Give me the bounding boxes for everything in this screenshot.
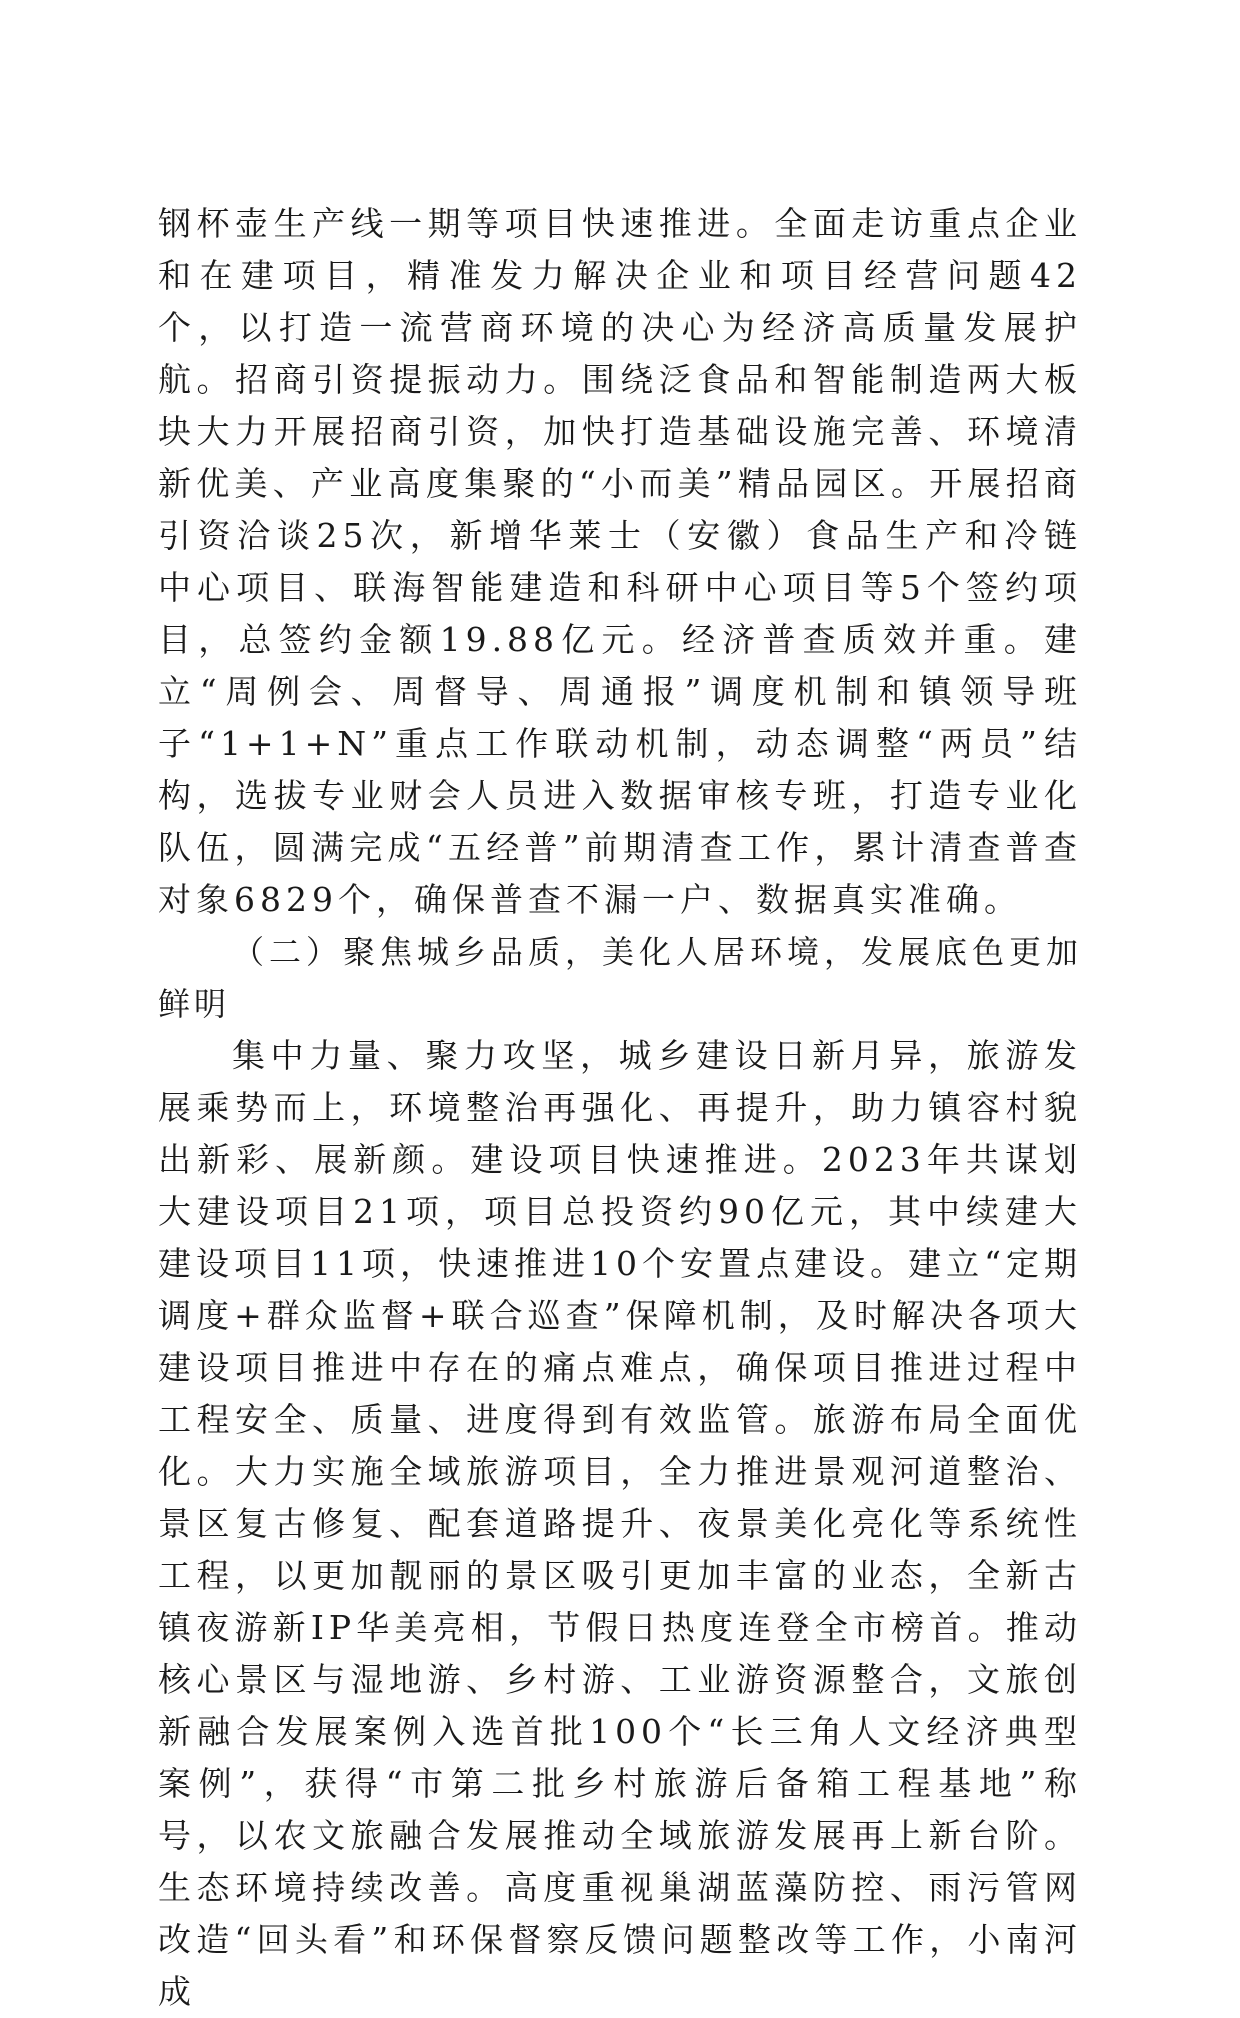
body-paragraph: 集中力量、聚力攻坚，城乡建设日新月异，旅游发展乘势而上，环境整治再强化、再提升，助力镇容村貌出新彩、展新颜。建设项目快速推进。2023年共谋划大建设项目21项，项目总投资约90亿元，其中续建大建设项目11项，快速推进10个安置点建设。建立“定期调度+群众监督+联合巡查”保障机制，及时解决各项大建设项目推进中存在的痛点难点，确保项目推进过程中工程安全、质量、进度得到有效监管。旅游布局全面优化。大力实施全域旅游项目，全力推进景观河道整治、景区复古修复、配套道路提升、夜景美化亮化等系统性工程，以更加靓丽的景区吸引更加丰富的业态，全新古镇夜游新IP华美亮相，节假日热度连登全市榜首。推动核心景区与湿地游、乡村游、工业游资源整合，文旅创新融合发展案例入选首批100个“长三角人文经济典型案例”，获得“市第二批乡村旅游后备箱工程基地”称号，以农文旅融合发展推动全域旅游发展再上新台阶。生态环境持续改善。高度重视巢湖蓝藻防控、雨污管网改造“回头看”和环保督察反馈问题整改等工作，小南河成 (158, 1036, 1082, 2011)
continuation-paragraph: 钢杯壶生产线一期等项目快速推进。全面走访重点企业和在建项目，精准发力解决企业和项目经营问题42个，以打造一流营商环境的决心为经济高质量发展护航。招商引资提振动力。围绕泛食品和智能制造两大板块大力开展招商引资，加快打造基础设施完善、环境清新优美、产业高度集聚的“小而美”精品园区。开展招商引资洽谈25次，新增华莱士（安徽）食品生产和冷链中心项目、联海智能建造和科研中心项目等5个签约项目，总签约金额19.88亿元。经济普查质效并重。建立“周例会、周督导、周通报”调度机制和镇领导班子“1+1+N”重点工作联动机制，动态调整“两员”结构，选拔专业财会人员进入数据审核专班，打造专业化队伍，圆满完成“五经普”前期清查工作，累计清查普查对象6829个，确保普查不漏一户、数据真实准确。 (158, 204, 1082, 919)
document-body (158, 198, 1082, 2018)
section-heading: （二）聚焦城乡品质，美化人居环境，发展底色更加鲜明 (158, 933, 1082, 1023)
